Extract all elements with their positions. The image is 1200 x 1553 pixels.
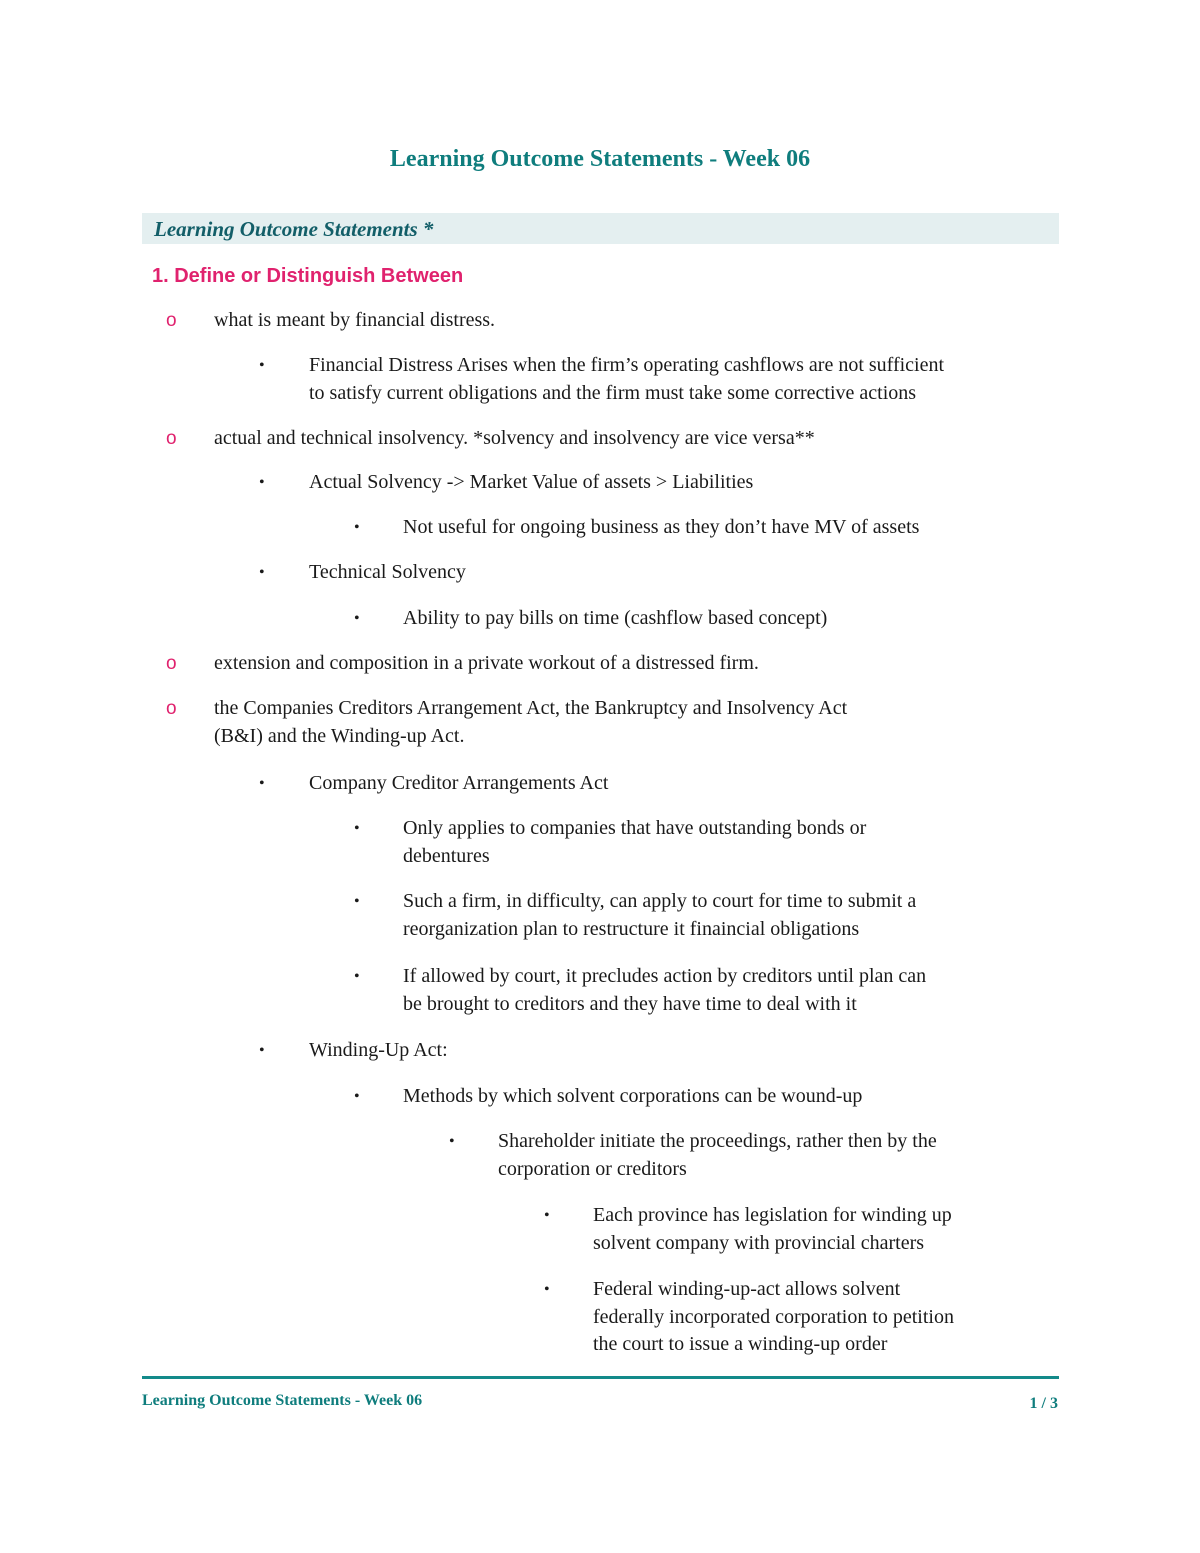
list-item-line: the Companies Creditors Arrangement Act, the Bankruptcy and Insolvency Act [214,697,848,719]
list-item-line: the court to issue a winding-up order [593,1333,888,1355]
list-item [309,559,466,587]
circle-bullet-icon: o [166,310,177,331]
list-item-line: Federal winding-up-act allows solvent [593,1278,901,1300]
list-item [214,650,759,678]
list-item-line: solvent company with provincial charters [593,1231,925,1254]
list-item-line: corporation or creditors [498,1157,687,1180]
list-item [403,888,916,943]
circle-bullet-icon: o [166,653,177,674]
list-item [309,469,753,497]
list-item [403,514,919,542]
list-item [214,695,847,750]
bullet-icon: • [354,610,360,627]
list-item [214,425,815,453]
bullet-icon: • [354,519,360,536]
bullet-icon: • [259,474,265,491]
list-item-line: Each province has legislation for winding up [593,1204,952,1226]
bullet-icon: • [259,564,265,581]
list-item-line: Ability to pay bills on time (cashflow based concept) [403,607,828,629]
list-item-line: Only applies to companies that have outstanding bonds or [403,817,867,839]
bullet-icon: • [544,1281,550,1298]
list-item [309,1037,448,1065]
list-item [593,1276,954,1359]
list-item-line: If allowed by court, it precludes action by creditors until plan can [403,965,927,987]
footer-title: Learning Outcome Statements - Week 06 [142,1392,423,1409]
list-item [214,307,495,335]
list-item-line: Not useful for ongoing business as they don’t have MV of assets [403,516,920,538]
bullet-icon: • [354,968,360,985]
bullet-icon: • [259,1042,265,1059]
list-item-line: debentures [403,844,490,867]
list-item [309,352,944,407]
bullet-icon: • [259,357,265,374]
list-item-line: Technical Solvency [309,561,466,583]
list-item-line: Financial Distress Arises when the firm’s operating cashflows are not sufficient [309,354,945,376]
list-item [403,815,866,870]
list-item [403,605,827,633]
circle-bullet-icon: o [166,698,177,719]
list-item [498,1128,937,1183]
list-item-line: what is meant by financial distress. [214,309,496,331]
bullet-icon: • [354,820,360,837]
list-item-line: (B&I) and the Winding-up Act. [214,724,465,747]
list-item [403,963,926,1018]
list-item [593,1202,952,1257]
circle-bullet-icon: o [166,428,177,449]
list-item-line: federally incorporated corporation to petition [593,1305,954,1328]
list-item-line: be brought to creditors and they have time to deal with it [403,992,857,1015]
list-item [403,1083,862,1111]
list-item-line: Company Creditor Arrangements Act [309,772,609,794]
list-item-line: reorganization plan to restructure it finaincial obligations [403,917,860,940]
list-item-line: Methods by which solvent corporations can be wound-up [403,1085,863,1107]
bullet-icon: • [544,1207,550,1224]
list-item-line: extension and composition in a private workout of a distressed firm. [214,652,759,674]
list-item-line: to satisfy current obligations and the firm must take some corrective actions [309,381,917,404]
bullet-icon: • [354,1088,360,1105]
section-heading: 1. Define or Distinguish Between [152,265,464,287]
footer-divider [142,1376,1059,1379]
list-item-line: Shareholder initiate the proceedings, rather then by the [498,1130,937,1152]
section-header [142,213,1059,244]
bullet-icon: • [354,893,360,910]
bullet-icon: • [449,1133,455,1150]
list-item [309,770,608,798]
list-item-line: actual and technical insolvency. *solvency and insolvency are vice versa** [214,427,815,449]
bullet-icon: • [259,775,265,792]
list-item-line: Winding-Up Act: [309,1039,448,1061]
section-header-label: Learning Outcome Statements * [154,217,434,241]
list-item-line: Such a firm, in difficulty, can apply to court for time to submit a [403,890,917,912]
page-number: 1 / 3 [1029,1395,1058,1412]
list-item-line: Actual Solvency -> Market Value of assets > Liabilities [309,471,754,493]
page-title: Learning Outcome Statements - Week 06 [389,146,811,172]
